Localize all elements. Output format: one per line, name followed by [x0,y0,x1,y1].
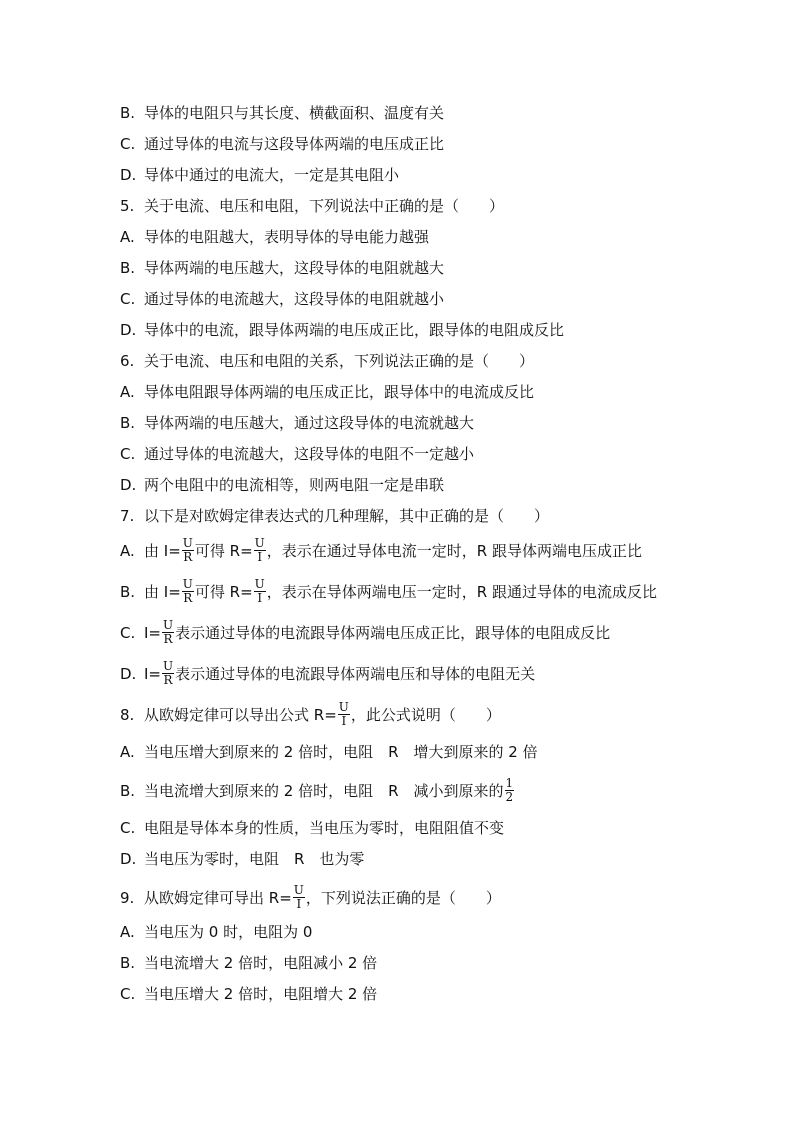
item-label: A. [120,541,135,560]
text-segment: 导体的电阻越大，表明导体的导电能力越强 [144,228,430,246]
fraction-denominator: I [341,714,347,728]
text-segment: 表示通过导体的电流跟导体两端电压成正比，跟导体的电阻成反比 [175,623,611,642]
fraction [162,619,174,646]
item-label: A. [120,923,135,941]
text-line [120,884,734,911]
text-segment: 可得 R= [194,582,253,601]
item-label: D. [120,321,137,339]
text-line [120,777,734,804]
text-segment: ，表示在导体两端电压一定时，R 跟通过导体的电流成反比 [266,582,657,601]
item-label: 9. [120,888,135,907]
fraction-numerator: U [254,577,265,591]
text-segment: 由 I= [144,582,181,601]
text-segment: 当电流增大 2 倍时，电阻减小 2 倍 [144,954,378,972]
fraction-numerator: U [163,618,174,632]
item-label: 7. [120,507,135,525]
text-segment: 通过导体的电流与这段导体两端的电压成正比 [144,135,445,153]
item-label: D. [120,166,137,184]
fraction-numerator: U [293,883,304,897]
text-segment: 由 I= [144,541,181,560]
text-line [120,818,734,838]
text-segment: 导体两端的电压越大，这段导体的电阻就越大 [144,259,445,277]
text-line [120,984,734,1004]
fraction-denominator: I [296,897,302,911]
item-label: C. [120,290,136,308]
item-label: A. [120,743,135,761]
item-label: C. [120,985,136,1003]
text-segment: 从欧姆定律可导出 R= [144,888,292,907]
fraction-denominator: R [183,591,193,605]
text-segment: 以下是对欧姆定律表达式的几种理解，其中正确的是（ ） [144,507,550,525]
text-line [120,289,734,309]
item-label: C. [120,623,136,642]
text-segment: 导体中的电流，跟导体两端的电压成正比，跟导体的电阻成反比 [144,321,565,339]
text-segment: 导体电阻跟导体两端的电压成正比，跟导体中的电流成反比 [144,383,535,401]
text-segment: 当电压增大 2 倍时，电阻增大 2 倍 [144,985,378,1003]
item-label: C. [120,445,136,463]
item-label: A. [120,383,135,401]
text-segment: 关于电流、电压和电阻，下列说法中正确的是（ ） [144,197,505,215]
item-label: B. [120,954,136,972]
fraction-denominator: I [257,591,263,605]
item-label: D. [120,850,137,868]
text-segment: 当电压为零时，电阻 R 也为零 [144,850,365,868]
fraction [162,660,174,687]
text-segment: 通过导体的电流越大，这段导体的电阻就越小 [144,290,445,308]
text-line [120,578,734,605]
item-label: D. [120,476,137,494]
text-line [120,165,734,185]
item-label: B. [120,582,136,601]
text-segment: ，此公式说明（ ） [350,705,501,724]
text-line [120,506,734,526]
text-line [120,922,734,942]
text-line [120,742,734,762]
text-line [120,258,734,278]
fraction [505,777,515,804]
text-line [120,619,734,646]
item-label: B. [120,259,136,277]
text-segment: 导体的电阻只与其长度、横截面积、温度有关 [144,104,445,122]
text-segment: 导体中通过的电流大，一定是其电阻小 [144,166,400,184]
fraction-numerator: U [254,536,265,550]
text-segment: 两个电阻中的电流相等，则两电阻一定是串联 [144,476,445,494]
text-segment: 通过导体的电流越大，这段导体的电阻不一定越小 [144,445,475,463]
text-segment: I= [144,623,161,642]
fraction [254,537,266,564]
text-segment: 当电压增大到原来的 2 倍时，电阻 R 增大到原来的 2 倍 [144,743,538,761]
text-segment: I= [144,664,161,683]
item-label: B. [120,414,136,432]
text-segment: 可得 R= [194,541,253,560]
item-label: 6. [120,352,135,370]
fraction [182,578,194,605]
text-segment: ，表示在通过导体电流一定时，R 跟导体两端电压成正比 [266,541,642,560]
fraction [182,537,194,564]
fraction [293,884,305,911]
text-segment: 导体两端的电压越大，通过这段导体的电流就越大 [144,414,475,432]
fraction-denominator: R [183,550,193,564]
text-segment: 当电压为 0 时，电阻为 0 [144,923,313,941]
fraction-denominator: R [163,632,173,646]
text-segment: 电阻是导体本身的性质，当电压为零时，电阻阻值不变 [144,819,505,837]
fraction-numerator: U [182,577,193,591]
fraction-numerator: U [338,700,349,714]
text-line [120,320,734,340]
text-segment: 当电流增大到原来的 2 倍时，电阻 R 减小到原来的 [144,781,504,800]
text-line [120,537,734,564]
text-line [120,849,734,869]
item-label: A. [120,228,135,246]
item-label: 8. [120,705,135,724]
text-line [120,413,734,433]
fraction-numerator: 1 [505,776,514,790]
text-line [120,382,734,402]
text-line [120,134,734,154]
item-label: 5. [120,197,135,215]
text-line [120,953,734,973]
text-segment: ，下列说法正确的是（ ） [305,888,501,907]
fraction-denominator: 2 [505,790,514,804]
text-line [120,475,734,495]
text-segment: 关于电流、电压和电阻的关系，下列说法正确的是（ ） [144,352,535,370]
text-line [120,103,734,123]
item-label: D. [120,664,137,683]
text-segment: 从欧姆定律可以导出公式 R= [144,705,337,724]
fraction-denominator: I [257,550,263,564]
text-line [120,660,734,687]
fraction [338,701,350,728]
text-line [120,227,734,247]
item-label: C. [120,819,136,837]
item-label: B. [120,104,136,122]
text-segment: 表示通过导体的电流跟导体两端电压和导体的电阻无关 [175,664,536,683]
fraction-denominator: R [163,673,173,687]
item-label: B. [120,781,136,800]
item-label: C. [120,135,136,153]
text-line [120,444,734,464]
fraction-numerator: U [163,659,174,673]
fraction-numerator: U [182,536,193,550]
fraction [254,578,266,605]
text-line [120,701,734,728]
text-line [120,351,734,371]
text-line [120,196,734,216]
